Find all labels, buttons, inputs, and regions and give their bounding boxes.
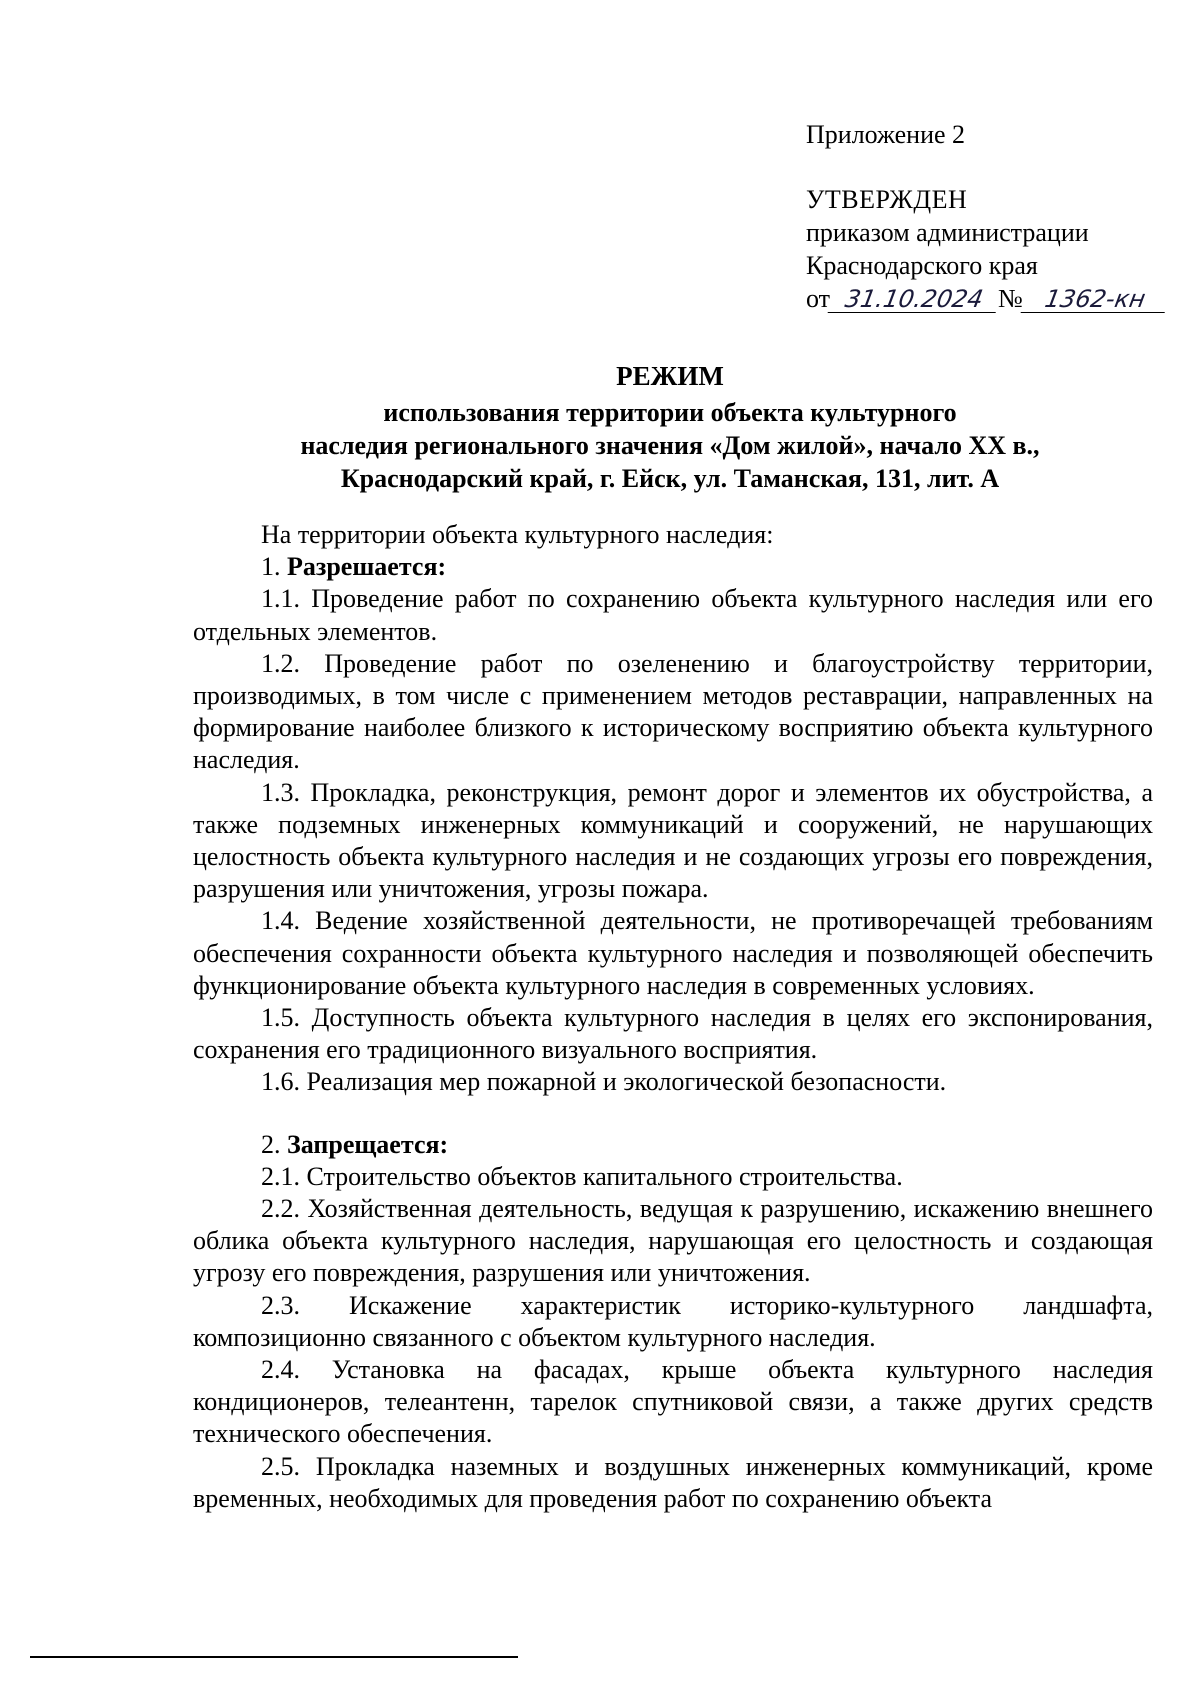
section-2-heading [193, 1129, 1153, 1161]
order-date-number-line [806, 282, 1167, 315]
handwritten-number: 1362-кн [1020, 286, 1169, 313]
list-item: 1.1. Проведение работ по сохранению объекта культурного наследия или его отдельных элементов. [193, 584, 1153, 646]
number-sign: № [998, 284, 1023, 313]
list-item: 2.2. Хозяйственная деятельность, ведущая к разрушению, искажению внешнего облика объекта культурного наследия, нарушающая его целостность и создающая угрозу его повреждения, разрушения или уничтожения. [193, 1194, 1153, 1288]
list-item: 1.6. Реализация мер пожарной и экологической безопасности. [261, 1067, 947, 1097]
document-body [193, 519, 1153, 1515]
from-prefix: от [806, 284, 831, 313]
document-title [190, 360, 1150, 495]
section-1-number: 1. [261, 552, 281, 582]
list-item: 1.5. Доступность объекта культурного наследия в целях его экспонирования, сохранения его традиционного визуального восприятия. [193, 1003, 1153, 1065]
section-2-number: 2. [261, 1129, 281, 1159]
section-1-heading [193, 551, 1153, 583]
handwritten-date: 31.10.2024 [828, 286, 1001, 313]
list-item: 1.3. Прокладка, реконструкция, ремонт дорог и элементов их обустройства, а также подземных инженерных коммуникаций и сооружений, не нарушающих целостность объекта культурного наследия и не создающих угрозы его повреждения, разрушения или уничтожения, угрозы пожара. [193, 777, 1153, 904]
approved-label: УТВЕРЖДЕН [806, 185, 968, 214]
list-item: 2.4. Установка на фасадах, крыше объекта культурного наследия кондиционеров, телеантенн, тарелок спутниковой связи, а также других средств технического обеспечения. [193, 1355, 1153, 1449]
list-item: 2.5. Прокладка наземных и воздушных инженерных коммуникаций, кроме временных, необходимых для проведения работ по сохранению объекта [193, 1451, 1153, 1513]
footer-rule [30, 1656, 518, 1658]
list-item: 1.4. Ведение хозяйственной деятельности, не противоречащей требованиям обеспечения сохранности объекта культурного наследия и позволяющей обеспечить функционирование объекта культурного наследия в современных условиях. [193, 906, 1153, 1000]
list-item: 1.2. Проведение работ по озеленению и благоустройству территории, производимых, в том числе с применением методов реставрации, направленных на формирование наиболее близкого к историческому восприятию объекта культурного наследия. [193, 648, 1153, 775]
title-line-1: использования территории объекта культурного [383, 398, 957, 427]
section-1-title: Разрешается: [287, 552, 447, 582]
title-line-3: Краснодарский край, г. Ейск, ул. Таманская, 131, лит. А [340, 464, 1000, 493]
approved-by-line-1: приказом администрации [806, 218, 1089, 247]
intro-paragraph: На территории объекта культурного наследия: [261, 520, 774, 549]
section-2-title: Запрещается: [287, 1129, 449, 1159]
title-line-2: наследия регионального значения «Дом жилой», начало XX в., [300, 431, 1040, 460]
approved-by-line-2: Краснодарского края [806, 251, 1038, 280]
list-item: 2.1. Строительство объектов капитального строительства. [261, 1161, 903, 1191]
list-item: 2.3. Искажение характеристик историко-культурного ландшафта, композиционно связанного с объектом культурного наследия. [193, 1290, 1153, 1352]
title-main: РЕЖИМ [616, 361, 724, 391]
appendix-label: Приложение 2 [806, 120, 966, 149]
approval-block [806, 118, 1167, 315]
